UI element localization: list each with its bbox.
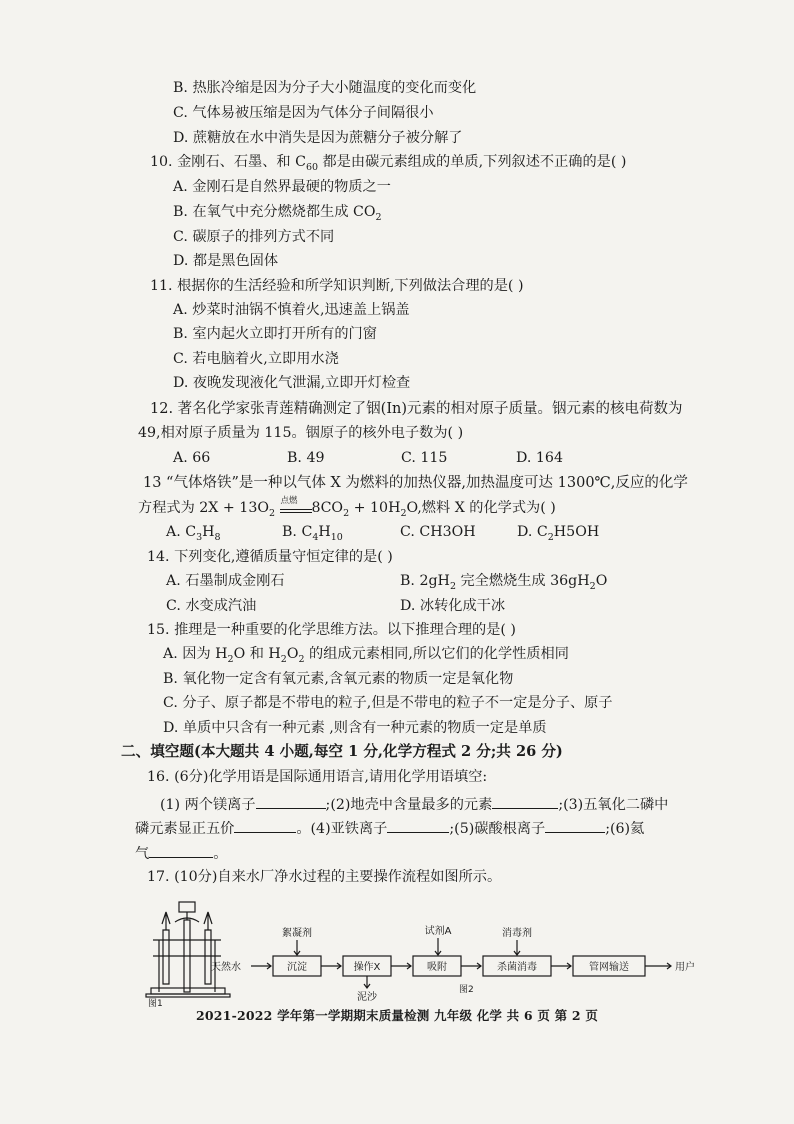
- q12-option-a: A. 66: [173, 450, 211, 466]
- q12-option-b: B. 49: [287, 450, 325, 466]
- q13-eq-mid: 8CO: [311, 500, 344, 516]
- q9-option-c: C. 气体易被压缩是因为气体分子间隔很小: [173, 105, 434, 121]
- q14-option-d: D. 冰转化成干冰: [400, 598, 506, 614]
- q14-option-a: A. 石墨制成金刚石: [166, 573, 285, 589]
- q15-option-a-sub2: 2: [280, 653, 287, 665]
- q14-option-b-sub: 2: [449, 580, 456, 592]
- q16-part5-label: ;(5)碳酸根离子: [449, 821, 546, 837]
- q11-option-c: C. 若电脑着火,立即用水浇: [173, 351, 339, 367]
- q16-line3: [135, 843, 227, 863]
- q10-option-d: D. 都是黑色固体: [173, 253, 279, 269]
- q15-option-a-post: 的组成元素相同,所以它们的化学性质相同: [304, 646, 569, 662]
- flow-step-4: 杀菌消毒: [497, 962, 537, 973]
- q13-option-d: [517, 523, 599, 541]
- answer-blank-6[interactable]: [149, 843, 213, 858]
- flow-end-label: 用户: [675, 962, 695, 973]
- answer-blank-5[interactable]: [545, 818, 605, 833]
- reagent-label-1: 絮凝剂: [282, 928, 312, 939]
- q16-part1-label: (1) 两个镁离子: [160, 797, 256, 813]
- q12-stem-line1: 12. 著名化学家张青莲精确测定了铟(In)元素的相对原子质量。铟元素的核电荷数为: [150, 401, 683, 417]
- page-footer: 2021-2022 学年第一学期期末质量检测 九年级 化学 共 6 页 第 2 页: [195, 1008, 599, 1023]
- q16-part3-label: ;(3)五氧化二磷中: [558, 797, 669, 813]
- answer-blank-4[interactable]: [387, 818, 449, 833]
- reagent-label-3: 消毒剂: [502, 928, 532, 939]
- q16-part2-label: ;(2)地壳中含量最多的元素: [325, 797, 493, 813]
- q14-option-b-end: O: [595, 573, 608, 589]
- fig2-label: 图2: [459, 985, 474, 995]
- q9-option-b: B. 热胀冷缩是因为分子大小随温度的变化而变化: [173, 80, 477, 96]
- q15-option-a-text: A. 因为 H: [163, 646, 228, 662]
- flow-step-3: 吸附: [427, 962, 447, 973]
- flow-step-1: 沉淀: [287, 962, 307, 973]
- q13-eq-sub2: 2: [343, 507, 350, 519]
- q13-option-b: [282, 523, 343, 541]
- q11-stem: 11. 根据你的生活经验和所学知识判断,下列做法合理的是( ): [150, 278, 524, 294]
- q10-stem: [150, 153, 626, 171]
- water-treatment-diagram: [143, 900, 728, 1008]
- q13-eq-sub1: 2: [268, 507, 276, 519]
- q14-option-b-text: B. 2gH: [400, 573, 450, 589]
- q13-option-d-text: D. C: [517, 524, 548, 540]
- reaction-condition-label: 点燃: [280, 496, 298, 506]
- section-2-heading: 二、填空题(本大题共 4 小题,每空 1 分,化学方程式 2 分;共 26 分): [121, 743, 563, 760]
- q13-option-a-sub2: 8: [214, 531, 221, 543]
- q14-option-b-sub2: 2: [589, 580, 596, 592]
- q14-option-b: [400, 572, 607, 590]
- q16-part6-label: ;(6)氦: [605, 821, 645, 837]
- q12-option-d: D. 164: [516, 450, 563, 466]
- q10-option-a: A. 金刚石是自然界最硬的物质之一: [173, 179, 391, 195]
- q14-stem: 14. 下列变化,遵循质量守恒定律的是( ): [147, 549, 393, 565]
- flow-source-label: 天然水: [211, 962, 241, 973]
- q13-option-a-mid: H: [202, 524, 215, 540]
- q12-stem-line2: 49,相对原子质量为 115。铟原子的核外电子数为( ): [138, 425, 464, 441]
- q13-option-a: [166, 523, 221, 541]
- q16-line1: [160, 794, 668, 814]
- q13-option-a-sub1: 3: [196, 531, 203, 543]
- q13-eq-post: + 10H: [349, 500, 401, 516]
- q15-option-a-sub3: 2: [298, 653, 305, 665]
- fig1-label: 图1: [148, 999, 163, 1008]
- q16-end-mark: 。: [213, 846, 228, 862]
- q16-part4-label: 。(4)亚铁离子: [296, 821, 388, 837]
- q15-stem: 15. 推理是一种重要的化学思维方法。以下推理合理的是( ): [147, 622, 516, 638]
- q16-part3b-label: 磷元素显正五价: [135, 821, 235, 837]
- q13-option-d-sub1: 2: [547, 531, 554, 543]
- q13-eq-sub3: 2: [400, 507, 407, 519]
- flow-step-2: 操作X: [353, 962, 381, 973]
- q13-eq-text: 方程式为 2X + 13O: [138, 500, 269, 516]
- q13-option-b-sub2: 10: [330, 531, 343, 543]
- q10-stem-text-2: 都是由碳元素组成的单质,下列叙述不正确的是( ): [318, 154, 627, 170]
- answer-blank-1[interactable]: [256, 794, 326, 809]
- q11-option-b: B. 室内起火立即打开所有的门窗: [173, 326, 377, 342]
- q15-option-b: B. 氧化物一定含有氧元素,含氧元素的物质一定是氧化物: [163, 671, 514, 687]
- q13-option-b-sub1: 4: [312, 531, 319, 543]
- q10-option-b: [173, 203, 382, 221]
- answer-blank-3[interactable]: [234, 818, 296, 833]
- flow-step-5: 管网输送: [589, 962, 629, 973]
- q15-option-a-sub1: 2: [227, 653, 234, 665]
- q11-option-d: D. 夜晚发现液化气泄漏,立即开灯检查: [173, 375, 411, 391]
- q10-stem-subscript: 60: [305, 161, 319, 173]
- q13-option-d-post: H5OH: [553, 524, 600, 540]
- byproduct-label: 泥沙: [357, 992, 377, 1003]
- q13-option-b-mid: H: [318, 524, 331, 540]
- q10-stem-text: 10. 金刚石、石墨、和 C: [150, 154, 306, 170]
- q13-eq-end: O,燃料 X 的化学式为( ): [406, 500, 556, 516]
- q15-option-d: D. 单质中只含有一种元素 ,则含有一种元素的物质一定是单质: [163, 720, 547, 736]
- q14-option-b-mid: 完全燃烧生成 36gH: [455, 573, 590, 589]
- q13-option-b-text: B. C: [282, 524, 313, 540]
- q13-option-a-text: A. C: [166, 524, 197, 540]
- q10-option-b-subscript: 2: [375, 211, 382, 223]
- q15-option-a: [163, 645, 569, 663]
- q17-stem: 17. (10分)自来水厂净水过程的主要操作流程如图所示。: [147, 869, 502, 885]
- q10-option-b-text: B. 在氧气中充分燃烧都生成 CO: [173, 204, 376, 220]
- q15-option-a-mid: O 和 H: [233, 646, 281, 662]
- answer-blank-2[interactable]: [492, 794, 558, 809]
- reaction-condition-arrow: [280, 496, 312, 517]
- q14-option-c: C. 水变成汽油: [166, 598, 257, 614]
- q16-stem: 16. (6分)化学用语是国际通用语言,请用化学用语填空:: [147, 769, 488, 785]
- q15-option-c: C. 分子、原子都是不带电的粒子,但是不带电的粒子不一定是分子、原子: [163, 695, 613, 711]
- q10-option-c: C. 碳原子的排列方式不同: [173, 229, 335, 245]
- reagent-label-2: 试剂A: [424, 926, 452, 937]
- q15-option-a-mid2: O: [286, 646, 299, 662]
- q13-option-c: C. CH3OH: [400, 524, 476, 540]
- q9-option-d: D. 蔗糖放在水中消失是因为蔗糖分子被分解了: [173, 130, 463, 146]
- q11-option-a: A. 炒菜时油锅不慎着火,迅速盖上锅盖: [173, 302, 410, 318]
- q16-part6b-label: 气: [135, 846, 150, 862]
- q13-stem-line1: 13 “气体烙铁”是一种以气体 X 为燃料的加热仪器,加热温度可达 1300℃,反应的化学: [143, 475, 688, 491]
- q16-line2: [135, 818, 644, 838]
- q12-option-c: C. 115: [401, 450, 448, 466]
- q13-equation-line: [138, 496, 556, 519]
- fig1-apparatus: [146, 902, 230, 997]
